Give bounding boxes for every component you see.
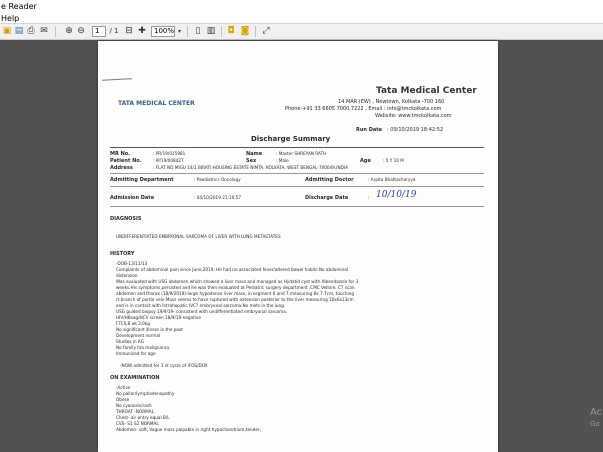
history-line: Complaints of abdominal pain since June,2019. He had no associated fever/altered bowel habits.No abdominal [116,267,348,272]
divider [110,147,484,148]
history-line: weeks.His symptoms persisted and he was then evaluated at Pediatric surgery department ,CMC Vellore, CT scan [116,285,355,290]
history-line: rt.branch of portal vein.Mass seems to have ruptured with extension posterior to the liver measuring 10x6x13cm [116,297,354,302]
divider [110,206,484,207]
page-number-input[interactable]: 1 [92,26,106,37]
page-mark [102,78,132,81]
org-website: Website: www.tmckolkata.com [375,113,452,119]
diagnosis-text: UNDIFFERENTIATED EMBRYONAL SARCOMA OF LIVER WITH LUNG METASTATES [116,234,281,239]
history-line: distension. [116,273,139,278]
comment-icon[interactable]: ◘ [227,26,235,36]
document-viewer[interactable] [0,40,603,452]
admit-doctor-value: : Arpita Bhattacharyya [368,177,416,182]
save-icon[interactable]: ▤ [14,26,24,36]
org-address: 14 MAR (EW) , Newtown, Kolkata -700 160 [338,99,445,105]
name-label: Name [246,151,263,157]
open-icon[interactable]: ▣ [2,26,12,36]
divider [110,186,484,187]
history-line: abdomen and thorax (18/9/2019)-large hypodense liver mass, in segment 6 and 7 measuring 8x 7.7cm, touching [116,291,354,296]
sex-label: Sex [246,158,257,164]
fit-width-icon[interactable]: ▥ [206,26,216,36]
document-page [98,41,498,452]
org-logo: TATA MEDICAL CENTER [118,100,195,107]
history-line: HIV/HBsag/HCV screen 18/9/19-negative [116,315,201,320]
address-label: Address [110,165,133,171]
toolbar-separator [221,26,222,37]
diagnosis-heading: DIAGNOSIS [110,216,142,222]
discharge-date-handwritten: 10/10/19 [376,190,417,200]
sex-value: : Male [276,158,289,163]
page-total: / 1 [109,27,119,35]
exam-line: -Active [116,385,131,390]
history-line: -DOB-13/11/13 [116,261,148,266]
email-icon[interactable]: ✉ [40,26,48,36]
exam-line: No cyanosis/rash [116,403,152,408]
window-titlebar [0,0,603,13]
patient-label: Patient No. [110,158,142,164]
admit-dept-label: Admitting Department [110,177,174,183]
menu-help[interactable]: Help [1,14,20,23]
exam-line: CVS- S1 S2 NORMAL [116,421,159,426]
chevron-down-icon[interactable]: ▾ [177,28,181,35]
toolbar-separator [55,26,56,37]
org-name: Tata Medical Center [376,86,477,96]
exam-line: Chest- air entry equal B/L [116,415,170,420]
next-page-icon[interactable]: ⊖ [77,26,85,36]
exam-line: Obese [116,397,130,402]
mr-value: : PR/19/015981 [153,151,186,156]
toolbar-separator [255,26,256,37]
exam-line: THROAT -NORMAL [116,409,154,414]
run-date-value: : 09/10/2019 18:42:52 [387,127,444,133]
discharge-date-value: : [368,195,370,200]
run-date-label: Run Date [356,127,383,133]
exam-line: Abdomen- soft, Vague mass palpable in right hypochondrium,tender, [116,427,261,432]
org-contact: Phone:+91 33 6605 7000,7222 , Email : info@tmckolkata.com [285,106,442,112]
exam-line: No pallor/lymphadenopathy [116,391,175,396]
admit-doctor-label: Admitting Doctor [305,177,354,183]
history-heading: HISTORY [110,251,135,257]
discharge-date-label: Discharge Date [305,195,349,201]
expand-icon[interactable]: ⤢ [262,26,270,36]
prev-page-icon[interactable]: ⊕ [65,26,73,36]
history-line: No family h/o malignancy [116,345,170,350]
admission-date-value: : 04/10/2019 21:10:57 [194,195,242,200]
age-label: Age [360,158,371,164]
zoom-in-icon[interactable]: ✚ [138,26,146,36]
history-line: Development normal [116,333,161,338]
exam-heading: ON EXAMINATION [110,375,160,381]
zoom-out-icon[interactable]: ⊟ [125,26,133,36]
mr-label: MR No. [110,151,131,157]
admission-date-label: Admission Date [110,195,155,201]
patient-value: : IP/19/008427 [153,158,184,163]
history-line: Studies in KG [116,339,145,344]
toolbar [0,24,603,40]
zoom-select[interactable]: 100% [151,26,175,37]
address-value: : FLAT NO MIGU 14/1 BIRATI HOUSING ESTATE NIMTA, KOLKATA, WEST BENGAL-700049,INDIA [153,165,348,170]
history-line: No significant illness in the past [116,327,183,332]
divider [110,173,484,174]
document-heading: Discharge Summary [251,135,331,143]
name-value: : Master SHREYAN RATH [276,151,327,156]
history-line: Was evaluated with USG abdomen which showed a liver mass and managed as Hydatid cyst with Albendazole for 3 [116,279,359,284]
history-line: and is in contact with Intrahepatic IVC? embryonal sarcoma.No mets in the lung. [116,303,286,308]
fit-page-icon[interactable]: ▯ [195,26,201,36]
admitted-line: -NOW admitted for 1 st cycle of IFOS/DOX [120,363,208,368]
history-line: USG guided biopsy 19/9/19- consistent with undifferentiated embryonal sarcoma. [116,309,288,314]
admit-dept-value: : Paediatrics Oncology [194,177,241,182]
toolbar-separator [187,26,188,37]
print-icon[interactable]: ⎙ [27,26,35,36]
highlight-icon[interactable]: ◙ [240,26,250,36]
watermark-line-2: Go [590,420,600,428]
watermark-line-1: Ac [590,407,603,418]
window-title: e Reader [1,2,37,11]
age-value: : 5 Y 10 M [383,158,404,163]
menu-bar [0,13,603,24]
history-line: Immunized for age [116,351,156,356]
history-line: FTCS,B wt 3.0kg [116,321,150,326]
